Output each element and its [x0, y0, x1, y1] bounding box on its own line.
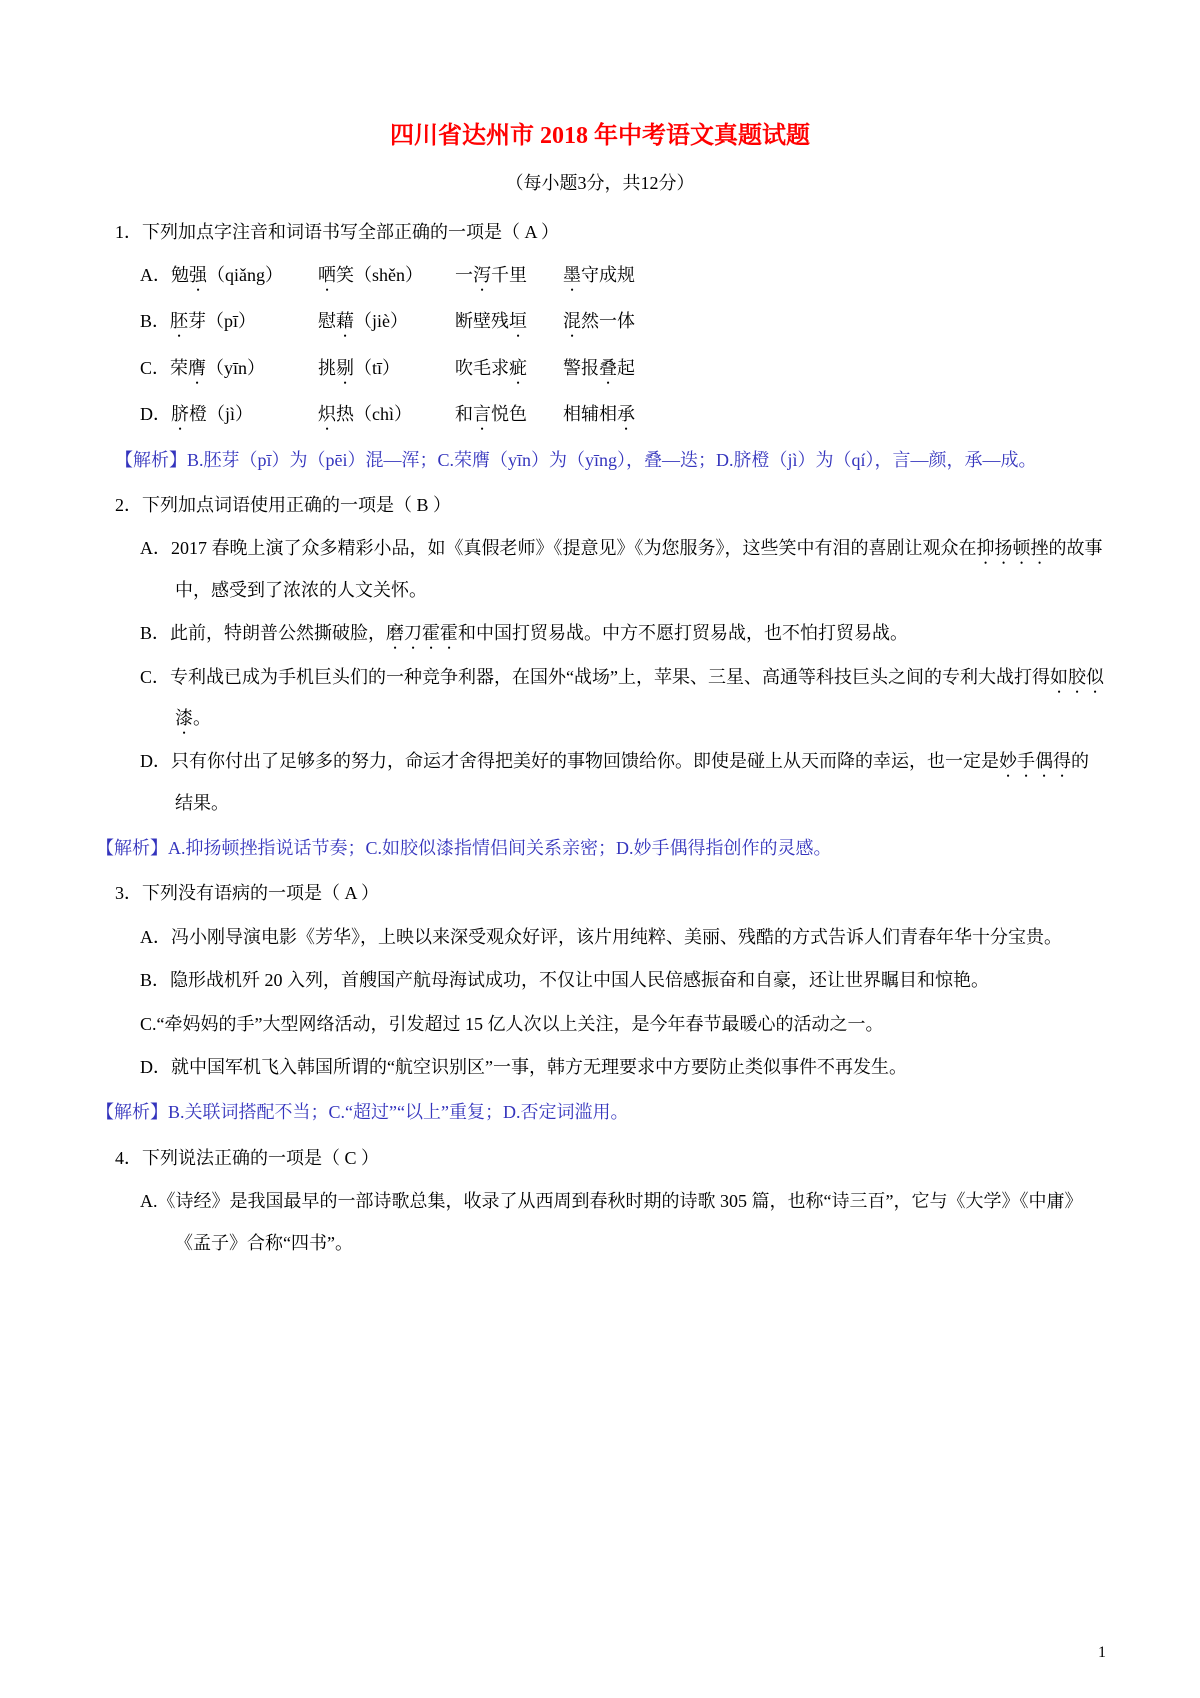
question-3-stem: 3．下列没有语病的一项是（ A ） — [115, 883, 380, 904]
question-1-analysis: 【解析】B.胚芽（pī）为（pēi）混—浑；C.荣膺（yīn）为（yīng），叠—迭；D.脐橙（jì）为（qí），言—颜，承—成。 — [115, 449, 1037, 470]
option-cell: 断壁残垣 — [455, 311, 527, 332]
option-d: D．只有你付出了足够多的努力，命运才舍得把美好的事物回馈给你。即使是碰上从天而降的幸运，也一定是妙手偶得的结果。 — [140, 751, 1089, 813]
question-1 — [96, 212, 1104, 481]
option-cell: 吹毛求疵 — [455, 357, 527, 378]
score-note: （每小题3分，共12分） — [505, 173, 695, 193]
option-d: D．就中国军机飞入韩国所谓的“航空识别区”一事，韩方无理要求中方要防止类似事件不再发生。 — [140, 1057, 907, 1078]
question-2-stem: 2．下列加点词语使用正确的一项是（ B ） — [115, 494, 452, 515]
question-2-analysis: 【解析】A.抑扬顿挫指说话节奏；C.如胶似漆指情侣间关系亲密；D.妙手偶得指创作的灵感。 — [96, 838, 832, 859]
question-1-options — [140, 255, 1104, 436]
page-number: 1 — [1098, 1644, 1106, 1661]
question-3-analysis: 【解析】B.关联词搭配不当；C.“超过”“以上”重复；D.否定词滥用。 — [96, 1102, 629, 1123]
option-cell: 警报叠起 — [563, 357, 635, 378]
option-cell: 炽热（chì） — [318, 404, 412, 425]
option-b: B．此前，特朗普公然撕破脸，磨刀霍霍和中国打贸易战。中方不愿打贸易战，也不怕打贸易战。 — [140, 623, 909, 644]
option-b: B．隐形战机歼 20 入列，首艘国产航母海试成功，不仅让中国人民倍感振奋和自豪，还让世界瞩目和惊艳。 — [140, 970, 990, 991]
option-c: C.“牵妈妈的手”大型网络活动，引发超过 15 亿人次以上关注，是今年春节最暖心的活动之一。 — [140, 1013, 884, 1034]
question-4-stem: 4．下列说法正确的一项是（ C ） — [115, 1147, 380, 1168]
option-cell: A．勉强（qiǎng） — [140, 264, 283, 285]
question-3 — [96, 873, 1104, 1133]
question-1-stem: 1．下列加点字注音和词语书写全部正确的一项是（ A ） — [115, 221, 560, 242]
option-a: A．冯小刚导演电影《芳华》，上映以来深受观众好评，该片用纯粹、美丽、残酷的方式告诉人们青春年华十分宝贵。 — [140, 926, 1062, 947]
option-cell: 混然一体 — [563, 311, 635, 332]
option-cell: 一泻千里 — [455, 264, 527, 285]
option-c: C．专利战已成为手机巨头们的一种竞争利器，在国外“战场”上，苹果、三星、高通等科技巨头之间的专利大战打得如胶似漆。 — [140, 666, 1104, 728]
option-cell: C．荣膺（yīn） — [140, 357, 266, 378]
option-cell: 慰藉（jiè） — [318, 311, 408, 332]
question-2 — [96, 485, 1104, 870]
document-title: 四川省达州市 2018 年中考语文真题试题 — [390, 123, 810, 149]
option-a: A.《诗经》是我国最早的一部诗歌总集，收录了从西周到春秋时期的诗歌 305 篇，也称“诗三百”，它与《大学》《中庸》《孟子》合称“四书”。 — [140, 1191, 1083, 1253]
option-cell: D．脐橙（jì） — [140, 404, 254, 425]
option-cell: 挑剔（tī） — [318, 357, 401, 378]
option-cell: 相辅相承 — [563, 404, 635, 425]
option-cell: 墨守成规 — [563, 264, 635, 285]
option-a: A．2017 春晚上演了众多精彩小品，如《真假老师》《提意见》《为您服务》，这些笑中有泪的喜剧让观众在抑扬顿挫的故事中，感受到了浓浓的人文关怀。 — [140, 538, 1103, 600]
option-cell: B．胚芽（pī） — [140, 311, 257, 332]
option-cell: 哂笑（shěn） — [318, 264, 423, 285]
option-cell: 和言悦色 — [455, 404, 527, 425]
question-4 — [96, 1138, 1104, 1264]
